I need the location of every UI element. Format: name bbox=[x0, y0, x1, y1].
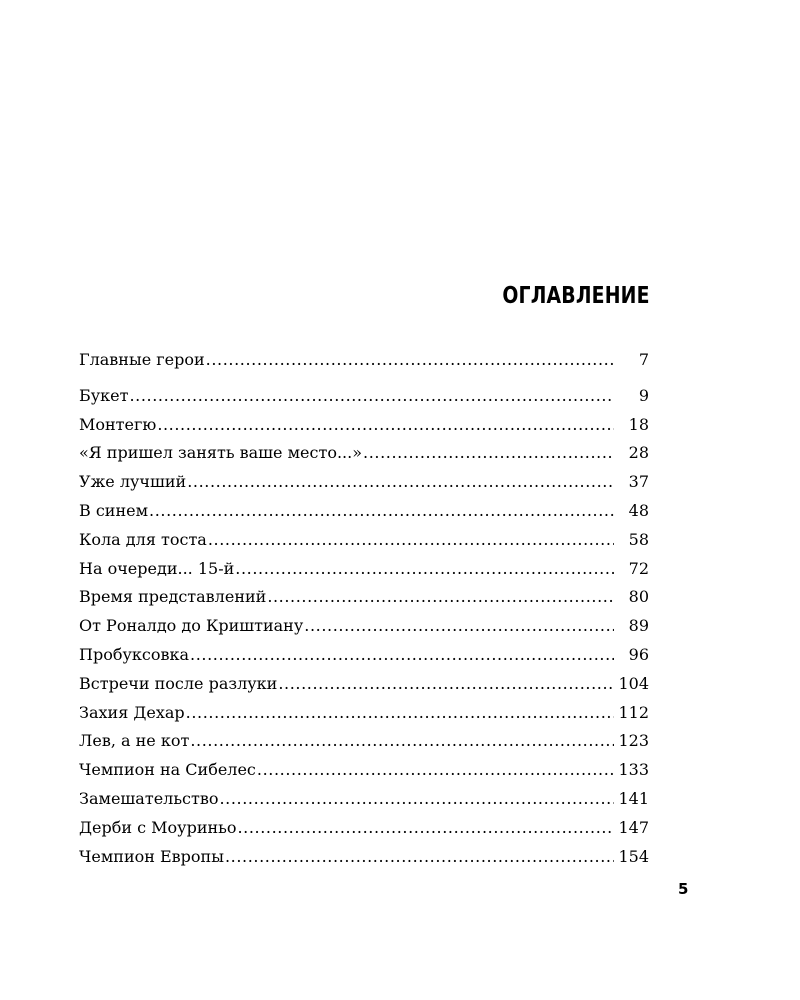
table-of-contents bbox=[79, 346, 649, 871]
toc-entry-page: 58 bbox=[628, 529, 649, 549]
toc-entry-page: 96 bbox=[628, 644, 649, 664]
toc-entry-title: Кола для тоста bbox=[79, 529, 207, 549]
toc-entry[interactable] bbox=[79, 526, 649, 555]
dot-leader bbox=[208, 526, 614, 555]
dot-leader bbox=[149, 497, 614, 526]
dot-leader bbox=[225, 843, 614, 872]
toc-entry[interactable] bbox=[79, 785, 649, 814]
toc-entry-page: 9 bbox=[638, 385, 649, 405]
dot-leader bbox=[219, 785, 614, 814]
toc-entry[interactable] bbox=[79, 468, 649, 497]
dot-leader bbox=[190, 727, 614, 756]
toc-entry-title: Монтегю bbox=[79, 414, 157, 434]
toc-entry-page: 112 bbox=[618, 702, 649, 722]
toc-entry-title: Уже лучший bbox=[79, 472, 187, 492]
toc-entry-page: 72 bbox=[628, 558, 649, 578]
toc-entry-page: 104 bbox=[618, 673, 649, 693]
toc-entry-page: 18 bbox=[628, 414, 649, 434]
dot-leader bbox=[278, 670, 614, 699]
toc-entry-title: «Я пришел занять ваше место...» bbox=[79, 443, 363, 463]
toc-entry[interactable] bbox=[79, 699, 649, 728]
toc-entry[interactable] bbox=[79, 583, 649, 612]
toc-entry-title: Пробуксовка bbox=[79, 644, 190, 664]
toc-entry-page: 28 bbox=[628, 443, 649, 463]
dot-leader bbox=[187, 468, 614, 497]
toc-entry-page: 37 bbox=[628, 472, 649, 492]
toc-entry[interactable] bbox=[79, 843, 649, 872]
toc-entry[interactable] bbox=[79, 670, 649, 699]
toc-entry[interactable] bbox=[79, 727, 649, 756]
toc-entry-page: 48 bbox=[628, 500, 649, 520]
toc-entry[interactable] bbox=[79, 612, 649, 641]
toc-entry-page: 154 bbox=[618, 846, 649, 866]
toc-entry-title: В синем bbox=[79, 500, 149, 520]
toc-entry-title: Букет bbox=[79, 385, 129, 405]
toc-entry[interactable] bbox=[79, 411, 649, 440]
dot-leader bbox=[130, 382, 615, 411]
toc-entry-title: Чемпион Европы bbox=[79, 846, 224, 866]
toc-entry-page: 141 bbox=[618, 788, 649, 808]
dot-leader bbox=[235, 555, 614, 584]
toc-entry-title: Главные герои bbox=[79, 350, 205, 369]
toc-entry[interactable] bbox=[79, 346, 649, 375]
toc-entry-page: 7 bbox=[638, 350, 649, 369]
dot-leader bbox=[186, 699, 614, 728]
dot-leader bbox=[267, 583, 614, 612]
dot-leader bbox=[206, 346, 614, 375]
dot-leader bbox=[157, 411, 614, 440]
toc-entry-page: 123 bbox=[618, 731, 649, 751]
dot-leader bbox=[190, 641, 614, 670]
toc-entry[interactable] bbox=[79, 439, 649, 468]
toc-entry-title: От Роналдо до Криштиану bbox=[79, 616, 304, 636]
toc-entry-page: 147 bbox=[618, 817, 649, 837]
page-title: ОГЛАВЛЕНИЕ bbox=[502, 283, 650, 309]
page-number: 5 bbox=[678, 880, 689, 898]
toc-entry-title: Захия Дехар bbox=[79, 702, 185, 722]
toc-entry-title: Время представлений bbox=[79, 587, 267, 607]
toc-entry-title: Встречи после разлуки bbox=[79, 673, 278, 693]
toc-entry-title: Замешательство bbox=[79, 788, 219, 808]
dot-leader bbox=[304, 612, 614, 641]
toc-entry-page: 133 bbox=[618, 760, 649, 780]
toc-entry-title: Чемпион на Сибелес bbox=[79, 760, 256, 780]
toc-entry[interactable] bbox=[79, 814, 649, 843]
toc-entry[interactable] bbox=[79, 382, 649, 411]
toc-entry-title: На очереди... 15-й bbox=[79, 558, 235, 578]
toc-entry-title: Лев, а не кот bbox=[79, 731, 190, 751]
toc-entry[interactable] bbox=[79, 497, 649, 526]
toc-entry[interactable] bbox=[79, 555, 649, 584]
dot-leader bbox=[257, 756, 614, 785]
dot-leader bbox=[363, 439, 614, 468]
toc-entry-page: 89 bbox=[628, 616, 649, 636]
dot-leader bbox=[238, 814, 615, 843]
toc-entry[interactable] bbox=[79, 641, 649, 670]
toc-entry-title: Дерби с Моуриньо bbox=[79, 817, 237, 837]
toc-entry-page: 80 bbox=[628, 587, 649, 607]
toc-entry[interactable] bbox=[79, 756, 649, 785]
